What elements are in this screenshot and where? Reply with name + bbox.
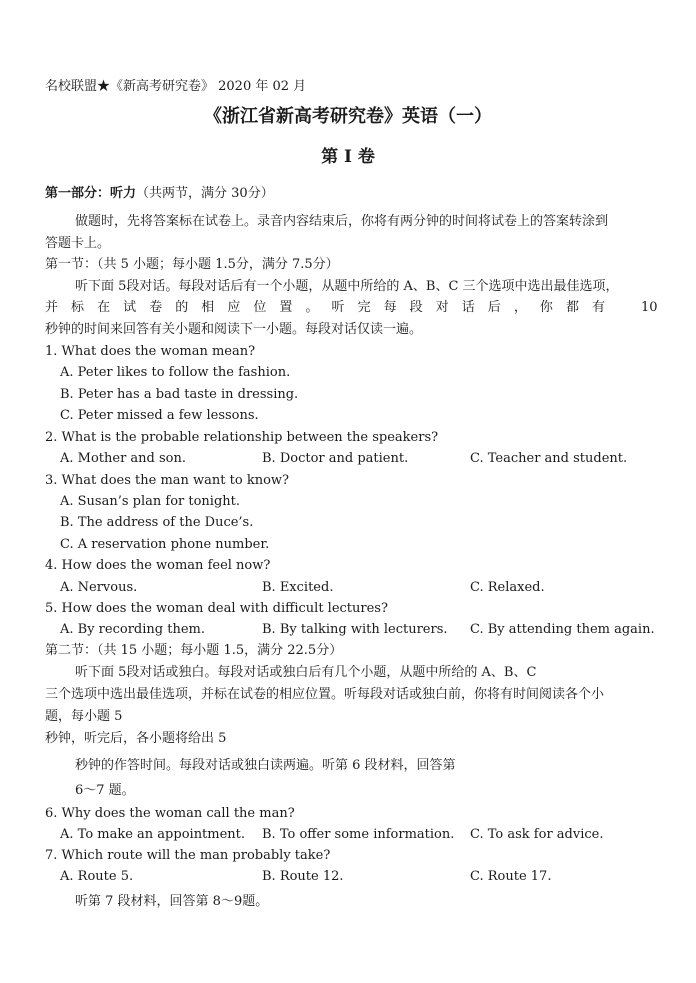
question-5-option-b: B. By talking with lecturers. [262, 622, 448, 637]
question-1-option-c: C. Peter missed a few lessons. [60, 408, 259, 423]
question-5-option-a: A. By recording them. [60, 622, 205, 637]
question-3-option-c: C. A reservation phone number. [60, 537, 270, 552]
question-6-option-a: A. To make an appointment. [60, 827, 246, 842]
section2-heading: 第二节：（共 15 小题；每小题 1.5，满分 22.5分） [45, 643, 343, 658]
part1-heading [45, 187, 274, 200]
part1-title: 第一部分：听力 [45, 186, 137, 201]
section2-intro-line-3: 题，每小题 5 [45, 709, 123, 724]
part1-instruction-line-1: 做题时，先将答案标在试卷上。录音内容结束后，你将有两分钟的时间将试卷上的答案转涂到 [75, 214, 609, 229]
footer-line: 听第 7 段材料，回答第 8～9题。 [75, 894, 269, 909]
volume-title: 第 I 卷 [321, 147, 375, 167]
exam-title: 《浙江省新高考研究卷》英语（一） [204, 106, 492, 127]
question-4-option-b: B. Excited. [262, 580, 334, 595]
question-1-option-a: A. Peter likes to follow the fashion. [60, 365, 291, 380]
question-2-option-b: B. Doctor and patient. [262, 451, 409, 466]
question-7-option-c: C. Route 17. [470, 869, 552, 884]
section1-intro-line-3: 秒钟的时间来回答有关小题和阅读下一小题。每段对话仅读一遍。 [45, 322, 423, 337]
question-1: 1. What does the woman mean? [45, 344, 256, 359]
section2-intro-line-1: 听下面 5段对话或独白。每段对话或独白后有几个小题，从题中所给的 A、B、C [75, 665, 537, 680]
question-7-option-a: A. Route 5. [60, 869, 134, 884]
section1-intro-number: 10 [641, 300, 658, 315]
section2-intro-line-5: 秒钟的作答时间。每段对话或独白读两遍。听第 6 段材料，回答第 [75, 758, 456, 773]
question-6-option-b: B. To offer some information. [262, 827, 455, 842]
question-5-option-c: C. By attending them again. [470, 622, 655, 637]
section2-intro-line-6: 6～7 题。 [75, 783, 135, 798]
header-line: 名校联盟★《新高考研究卷》 2020 年 02 月 [45, 79, 307, 94]
section1-heading: 第一节：（共 5 小题；每小题 1.5分，满分 7.5分） [45, 257, 339, 272]
part1-instruction-line-2: 答题卡上。 [45, 236, 111, 251]
section2-intro-line-4: 秒钟，听完后，各小题将给出 5 [45, 731, 227, 746]
question-4: 4. How does the woman feel now? [45, 558, 271, 573]
question-2-option-a: A. Mother and son. [60, 451, 187, 466]
question-5: 5. How does the woman deal with difficult lectures? [45, 601, 388, 616]
section2-intro-line-2: 三个选项中选出最佳选项，并标在试卷的相应位置。听每段对话或独白前，你将有时间阅读各个小 [45, 687, 605, 702]
part1-title-rest: （共两节，满分 30分） [136, 186, 274, 201]
question-3: 3. What does the man want to know? [45, 473, 289, 488]
section1-intro-line-2: 并 标 在 试 卷 的 相 应 位 置 。 听 完 每 段 对 话 后 ， 你 都 有 [45, 300, 605, 315]
question-4-option-c: C. Relaxed. [470, 580, 545, 595]
question-3-option-a: A. Susan’s plan for tonight. [60, 494, 241, 509]
section1-intro-line-1: 听下面 5段对话。每段对话后有一个小题，从题中所给的 A、B、C 三个选项中选出最佳选项， [75, 279, 619, 294]
question-7: 7. Which route will the man probably take? [45, 848, 331, 863]
question-4-option-a: A. Nervous. [60, 580, 138, 595]
question-2-option-c: C. Teacher and student. [470, 451, 628, 466]
question-6: 6. Why does the woman call the man? [45, 806, 295, 821]
question-3-option-b: B. The address of the Duce’s. [60, 515, 254, 530]
question-2: 2. What is the probable relationship between the speakers? [45, 430, 439, 445]
question-6-option-c: C. To ask for advice. [470, 827, 604, 842]
question-7-option-b: B. Route 12. [262, 869, 344, 884]
question-1-option-b: B. Peter has a bad taste in dressing. [60, 387, 299, 402]
